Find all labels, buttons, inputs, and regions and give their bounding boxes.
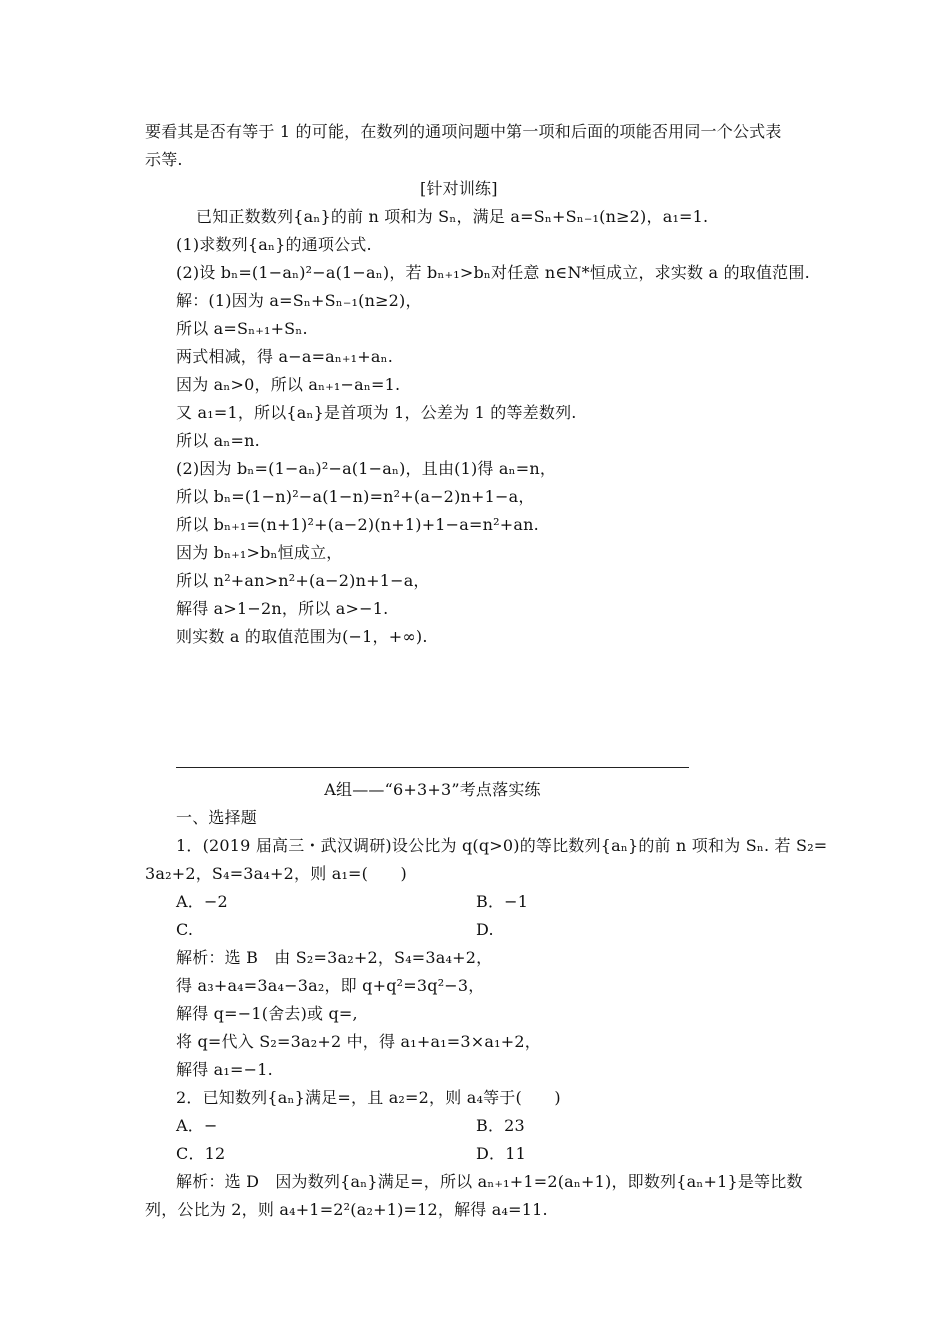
question-2-solution-line-2: 列，公比为 2，则 a₄+1=2²(a₂+1)=12，解得 a₄=11. <box>145 1200 548 1219</box>
solution-line: 所以 n²+an>n²+(a−2)n+1−a， <box>176 571 430 590</box>
intro-line-2: 示等. <box>145 150 183 169</box>
section-title: 一、选择题 <box>176 808 258 827</box>
solution-line: (2)因为 bₙ=(1−aₙ)²−a(1−aₙ)，且由(1)得 aₙ=n， <box>176 459 557 478</box>
question-2-line-1: 2．已知数列{aₙ}满足=，且 a₂=2，则 a₄等于( ) <box>176 1088 561 1107</box>
question-2-option-c: C．12 <box>176 1144 226 1163</box>
training-question-1: (1)求数列{aₙ}的通项公式. <box>176 235 372 254</box>
question-1-solution-line: 解得 q=−1(舍去)或 q=, <box>176 1004 358 1023</box>
solution-line: 则实数 a 的取值范围为(−1，+∞). <box>176 627 428 646</box>
section-divider <box>176 767 689 768</box>
solution-line: 所以 bₙ=(1−n)²−a(1−n)=n²+(a−2)n+1−a， <box>176 487 535 506</box>
question-2-solution-line-1: 解析：选 D 因为数列{aₙ}满足=，所以 aₙ₊₁+1=2(aₙ+1)，即数列{aₙ+1}是等比数 <box>176 1172 803 1191</box>
question-1-line-2: 3a₂+2，S₄=3a₄+2，则 a₁=( ) <box>145 864 407 883</box>
question-2-option-b: B．23 <box>476 1116 525 1135</box>
solution-line: 解得 a>1−2n，所以 a>−1. <box>176 599 389 618</box>
solution-line: 所以 bₙ₊₁=(n+1)²+(a−2)(n+1)+1−a=n²+an. <box>176 515 539 534</box>
question-1-solution-line: 得 a₃+a₄=3a₄−3a₂，即 q+q²=3q²−3， <box>176 976 485 995</box>
question-2-option-a: A．− <box>176 1116 218 1135</box>
question-1-line-1: 1．(2019 届高三・武汉调研)设公比为 q(q>0)的等比数列{aₙ}的前 n 项和为 Sₙ. 若 S₂= <box>176 836 828 855</box>
question-1-option-c: C. <box>176 920 194 939</box>
question-1-option-d: D. <box>476 920 494 939</box>
group-heading: A组——“6+3+3”考点落实练 <box>324 780 541 799</box>
solution-line: 解：(1)因为 a=Sₙ+Sₙ₋₁(n≥2)， <box>176 291 422 310</box>
solution-line: 所以 a=Sₙ₊₁+Sₙ. <box>176 319 308 338</box>
question-1-option-b: B．−1 <box>476 892 529 911</box>
question-1-solution-line: 将 q=代入 S₂=3a₂+2 中，得 a₁+a₁=3×a₁+2， <box>176 1032 541 1051</box>
question-1-solution-line: 解得 a₁=−1. <box>176 1060 273 1079</box>
training-question-2: (2)设 bₙ=(1−aₙ)²−a(1−aₙ)，若 bₙ₊₁>bₙ对任意 n∈N*恒成立，求实数 a 的取值范围. <box>176 263 810 282</box>
training-problem: 已知正数数列{aₙ}的前 n 项和为 Sₙ，满足 a=Sₙ+Sₙ₋₁(n≥2)，a₁=1. <box>196 207 709 226</box>
training-heading: [针对训练] <box>420 179 498 198</box>
question-1-solution-line: 解析：选 B 由 S₂=3a₂+2，S₄=3a₄+2， <box>176 948 493 967</box>
solution-line: 又 a₁=1，所以{aₙ}是首项为 1，公差为 1 的等差数列. <box>176 403 577 422</box>
question-2-option-d: D．11 <box>476 1144 526 1163</box>
solution-line: 因为 bₙ₊₁>bₙ恒成立， <box>176 543 343 562</box>
question-1-option-a: A．−2 <box>176 892 228 911</box>
intro-line-1: 要看其是否有等于 1 的可能，在数列的通项问题中第一项和后面的项能否用同一个公式表 <box>145 122 782 141</box>
solution-line: 所以 aₙ=n. <box>176 431 260 450</box>
solution-line: 因为 aₙ>0，所以 aₙ₊₁−aₙ=1. <box>176 375 401 394</box>
solution-line: 两式相减，得 a−a=aₙ₊₁+aₙ. <box>176 347 394 366</box>
